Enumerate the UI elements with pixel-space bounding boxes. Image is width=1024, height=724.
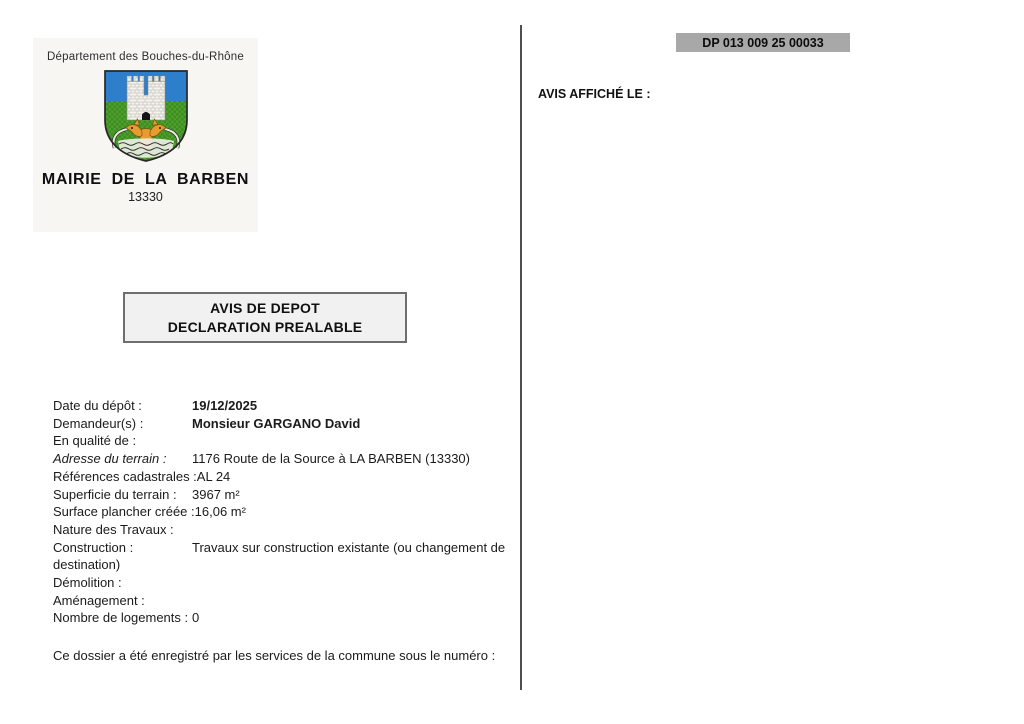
field-value: AL 24 <box>196 468 231 484</box>
field-label: Date du dépôt : <box>53 398 142 413</box>
field-label: Superficie du terrain : <box>53 486 177 502</box>
field-row <box>53 397 523 415</box>
field-row <box>53 432 523 450</box>
title-line-1: AVIS DE DEPOT <box>210 300 320 316</box>
field-row <box>53 574 523 592</box>
field-label: Surface plancher créée : <box>53 504 195 520</box>
field-row <box>53 468 523 486</box>
postal-code: 13330 <box>128 190 163 204</box>
dossier-number-badge: DP 013 009 25 00033 <box>676 33 850 52</box>
field-row <box>53 503 523 521</box>
field-label: En qualité de : <box>53 433 137 449</box>
field-value: 0 <box>192 610 200 626</box>
field-value: 1176 Route de la Source à LA BARBEN (13330) <box>192 451 470 467</box>
field-row <box>53 415 523 433</box>
field-row <box>53 486 523 504</box>
field-row <box>53 539 523 557</box>
mairie-name: MAIRIE DE LA BARBEN <box>41 171 250 188</box>
fields-list <box>53 397 523 627</box>
field-label: Références cadastrales : <box>53 468 197 484</box>
field-label: Nombre de logements : <box>53 610 189 626</box>
field-row <box>53 450 523 468</box>
field-value: 19/12/2025 <box>192 398 258 413</box>
field-row <box>53 556 523 574</box>
field-value: 16,06 m² <box>194 504 246 520</box>
registration-note: Ce dossier a été enregistré par les services de la commune sous le numéro : <box>53 648 496 663</box>
department-name: Département des Bouches-du-Rhône <box>47 51 244 63</box>
commune-stamp <box>33 38 258 232</box>
field-label: Construction : <box>53 539 134 555</box>
title-box <box>123 292 407 343</box>
field-row <box>53 609 523 627</box>
field-row <box>53 592 523 610</box>
field-row <box>53 521 523 539</box>
title-line-2: DECLARATION PREALABLE <box>167 319 363 335</box>
field-value: Travaux sur construction existante (ou changement de <box>192 539 506 555</box>
avis-affiche-label: AVIS AFFICHÉ LE : <box>538 87 651 101</box>
field-label: destination) <box>53 557 121 573</box>
field-value: 3967 m² <box>192 486 240 502</box>
coat-of-arms-icon <box>33 68 258 169</box>
field-label: Demandeur(s) : <box>53 415 144 431</box>
field-value: Monsieur GARGANO David <box>192 415 361 431</box>
field-label: Adresse du terrain : <box>53 451 167 467</box>
field-label: Aménagement : <box>53 592 145 608</box>
field-label: Démolition : <box>53 575 122 591</box>
field-label: Nature des Travaux : <box>53 521 174 537</box>
